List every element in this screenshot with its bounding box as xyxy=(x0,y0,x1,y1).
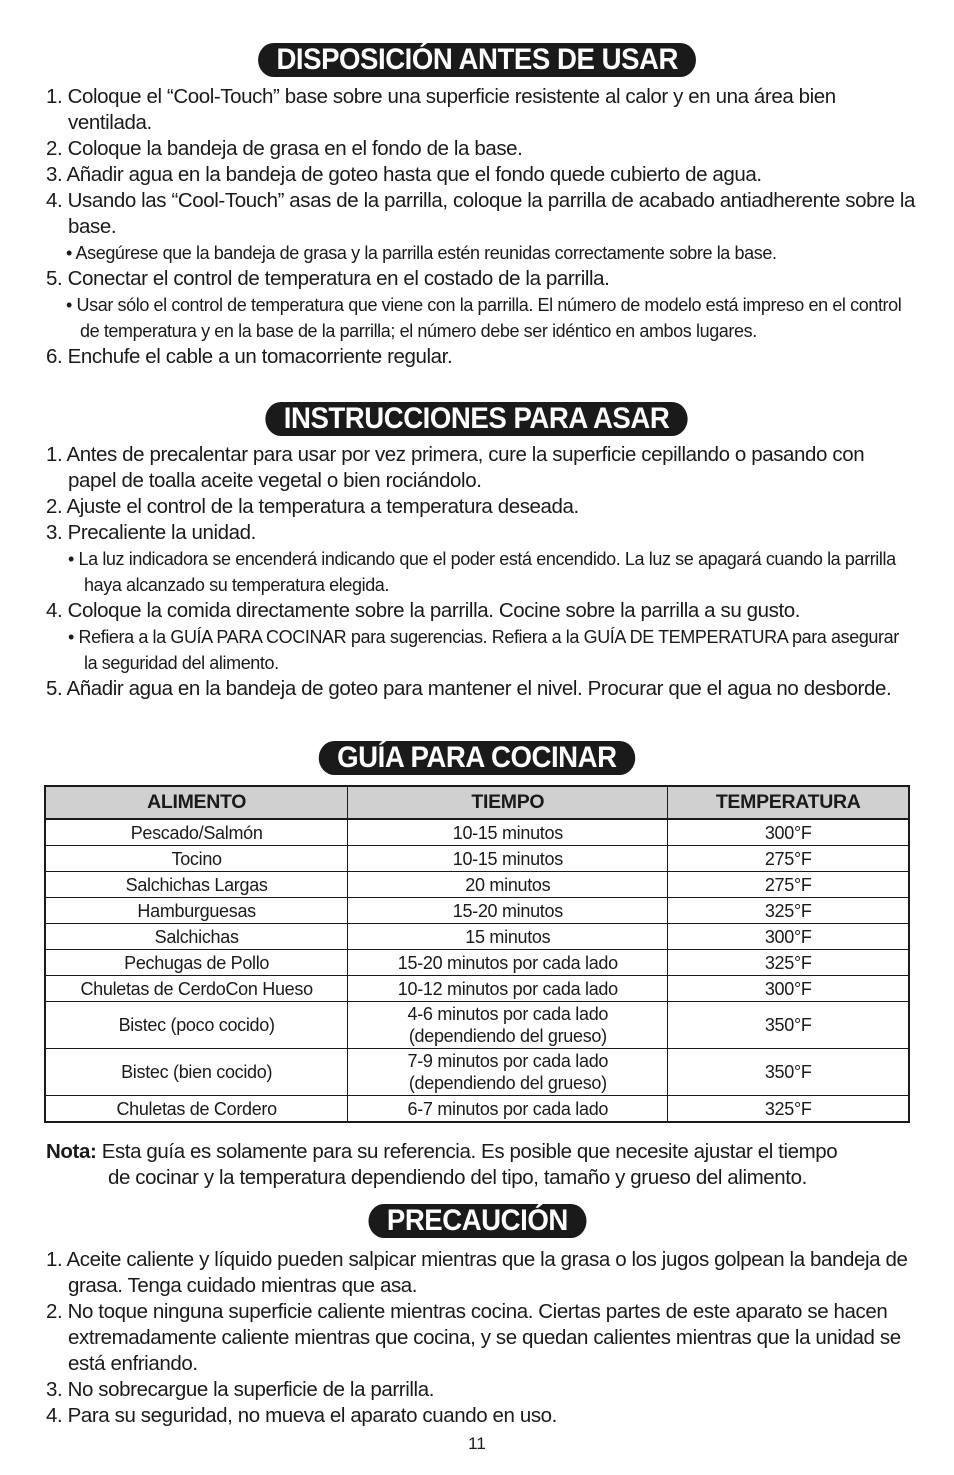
setup-step-6: 6. Enchufe el cable a un tomacorriente regular. xyxy=(46,345,453,368)
temp-cell: 350°F xyxy=(668,1002,909,1049)
caution-item-4: 4. Para su seguridad, no mueva el aparato cuando en uso. xyxy=(46,1404,557,1427)
setup-step-1: 1. Coloque el “Cool-Touch” base sobre una superficie resistente al calor y en una área bien ventilada. xyxy=(46,85,836,134)
header-time: TIEMPO xyxy=(348,786,668,819)
food-cell: Hamburguesas xyxy=(45,898,348,924)
table-row xyxy=(45,950,909,976)
table-row xyxy=(45,1049,909,1096)
time-cell: 6-7 minutos por cada lado xyxy=(348,1096,668,1123)
guide-note xyxy=(46,1139,926,1191)
setup-step-5: 5. Conectar el control de temperatura en el costado de la parrilla. xyxy=(46,267,610,290)
time-cell: 20 minutos xyxy=(348,872,668,898)
table-row xyxy=(45,1096,909,1123)
grilling-heading: INSTRUCCIONES PARA ASAR xyxy=(266,402,688,436)
caution-heading-wrap xyxy=(0,1204,954,1238)
grilling-step-2: 2. Ajuste el control de la temperatura a temperatura deseada. xyxy=(46,495,579,518)
food-cell: Salchichas xyxy=(45,924,348,950)
caution-item-1: 1. Aceite caliente y líquido pueden salpicar mientras que la grasa o los jugos golpean la bandeja de grasa. Tenga cuidado mientras que asa. xyxy=(46,1248,908,1297)
temp-cell: 300°F xyxy=(668,924,909,950)
temp-cell: 275°F xyxy=(668,846,909,872)
grilling-step-3: 3. Precaliente la unidad. xyxy=(46,521,256,544)
food-cell: Bistec (poco cocido) xyxy=(45,1002,348,1049)
table-row xyxy=(45,924,909,950)
table-row xyxy=(45,898,909,924)
grilling-heading-wrap xyxy=(0,402,954,436)
time-cell: 10-15 minutos xyxy=(348,819,668,846)
setup-step-4-bullet: • Asegúrese que la bandeja de grasa y la parrilla estén reunidas correctamente sobre la base. xyxy=(66,243,777,263)
table-row xyxy=(45,976,909,1002)
time-cell: 10-12 minutos por cada lado xyxy=(348,976,668,1002)
time-cell: 10-15 minutos xyxy=(348,846,668,872)
note-label: Nota: xyxy=(46,1140,97,1163)
table-row xyxy=(45,846,909,872)
food-cell: Chuletas de Cordero xyxy=(45,1096,348,1123)
grilling-step-4-bullet: • Refiera a la GUÍA PARA COCINAR para sugerencias. Refiera a la GUÍA DE TEMPERATURA para asegurar la seguridad del alimento. xyxy=(68,627,899,673)
grilling-step-1: 1. Antes de precalentar para usar por vez primera, cure la superficie cepillando o pasando con papel de toalla aceite vegetal o bien rociándolo. xyxy=(46,443,865,492)
caution-heading: PRECAUCIÓN xyxy=(368,1204,586,1238)
setup-step-5-bullet: • Usar sólo el control de temperatura que viene con la parrilla. El número de modelo está impreso en el control de temperatura y en la base de la parrilla; el número debe ser idéntico en ambos lugares. xyxy=(66,295,902,341)
setup-step-4: 4. Usando las “Cool-Touch” asas de la parrilla, coloque la parrilla de acabado antiadherente sobre la base. xyxy=(46,189,915,238)
setup-step-3: 3. Añadir agua en la bandeja de goteo hasta que el fondo quede cubierto de agua. xyxy=(46,163,762,186)
guide-heading-wrap xyxy=(0,741,954,775)
temp-cell: 275°F xyxy=(668,872,909,898)
time-note: (dependiendo del grueso) xyxy=(408,1026,607,1046)
food-cell: Chuletas de CerdoCon Hueso xyxy=(45,976,348,1002)
temp-cell: 300°F xyxy=(668,819,909,846)
temp-cell: 325°F xyxy=(668,950,909,976)
caution-list xyxy=(46,1247,916,1429)
food-cell: Salchichas Largas xyxy=(45,872,348,898)
grilling-step-5: 5. Añadir agua en la bandeja de goteo para mantener el nivel. Procurar que el agua no desborde. xyxy=(46,677,892,700)
time-note: (dependiendo del grueso) xyxy=(408,1073,607,1093)
caution-item-2: 2. No toque ninguna superficie caliente mientras cocina. Ciertas partes de este aparato se hacen extremadamente caliente mientras que cocina, y se quedan calientes mientras que la unidad se está enfriando. xyxy=(46,1300,901,1375)
temp-cell: 325°F xyxy=(668,1096,909,1123)
time-main: 7-9 minutos por cada lado xyxy=(407,1051,609,1071)
caution-item-3: 3. No sobrecargue la superficie de la parrilla. xyxy=(46,1378,434,1401)
food-cell: Pechugas de Pollo xyxy=(45,950,348,976)
setup-heading-wrap xyxy=(0,43,954,77)
table-row xyxy=(45,819,909,846)
setup-heading: DISPOSICIÓN ANTES DE USAR xyxy=(258,43,696,77)
grilling-step-3-bullet: • La luz indicadora se encenderá indicando que el poder está encendido. La luz se apagará cuando la parrilla haya alcanzado su temperatura elegida. xyxy=(68,549,896,595)
note-line-1: Esta guía es solamente para su referencia. Es posible que necesite ajustar el tiempo xyxy=(101,1140,838,1163)
grilling-step-4: 4. Coloque la comida directamente sobre la parrilla. Cocine sobre la parrilla a su gusto. xyxy=(46,599,801,622)
temp-cell: 350°F xyxy=(668,1049,909,1096)
setup-list xyxy=(46,84,916,370)
time-cell xyxy=(348,1049,668,1096)
time-cell: 15 minutos xyxy=(348,924,668,950)
note-line-2: de cocinar y la temperatura dependiendo del tipo, tamaño y grueso del alimento. xyxy=(108,1166,807,1189)
food-cell: Pescado/Salmón xyxy=(45,819,348,846)
temp-cell: 325°F xyxy=(668,898,909,924)
temp-cell: 300°F xyxy=(668,976,909,1002)
table-header-row xyxy=(45,786,909,819)
table-row xyxy=(45,872,909,898)
cooking-guide-table xyxy=(44,785,910,1123)
food-cell: Tocino xyxy=(45,846,348,872)
time-main: 4-6 minutos por cada lado xyxy=(407,1004,609,1024)
grilling-list xyxy=(46,442,916,702)
page-number: 11 xyxy=(468,1434,486,1453)
table-row xyxy=(45,1002,909,1049)
food-cell: Bistec (bien cocido) xyxy=(45,1049,348,1096)
time-cell: 15-20 minutos xyxy=(348,898,668,924)
time-cell xyxy=(348,1002,668,1049)
header-food: ALIMENTO xyxy=(45,786,348,819)
guide-heading: GUÍA PARA COCINAR xyxy=(319,741,635,775)
setup-step-2: 2. Coloque la bandeja de grasa en el fondo de la base. xyxy=(46,137,523,160)
time-cell: 15-20 minutos por cada lado xyxy=(348,950,668,976)
header-temperature: TEMPERATURA xyxy=(668,786,909,819)
